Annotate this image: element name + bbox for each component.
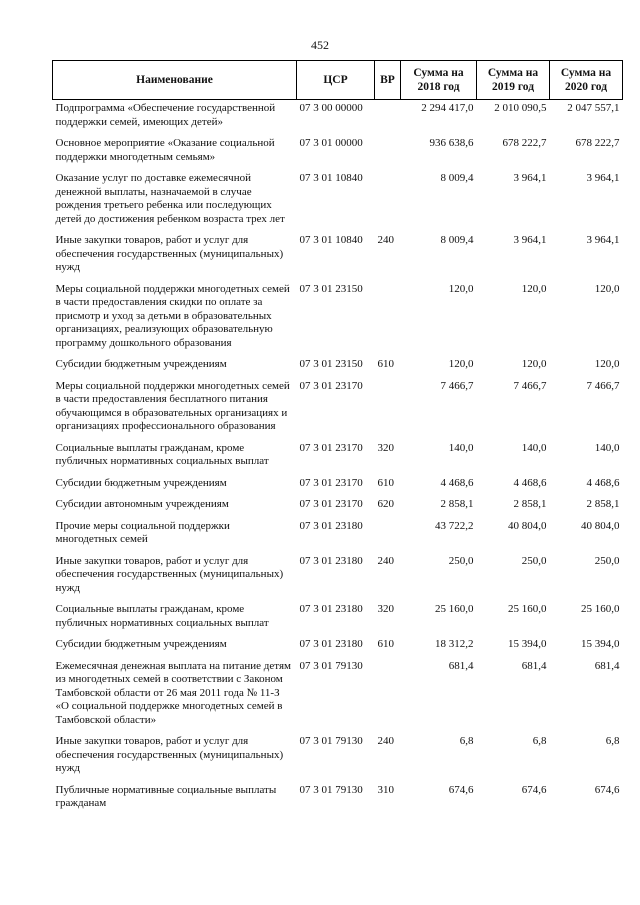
row-vr-cell: 320 <box>377 441 394 454</box>
row-vr-cell <box>375 658 401 734</box>
row-name-cell: Иные закупки товаров, работ и услуг для обеспечения государственных (муниципальных) нужд <box>55 735 284 774</box>
row-vr-cell: 310 <box>377 783 394 796</box>
table-row <box>53 658 623 734</box>
row-vr-cell: 240 <box>377 234 394 246</box>
row-code-cell: 07 3 01 23180 <box>299 554 363 567</box>
row-2020-cell: 15 394,0 <box>581 638 620 650</box>
row-2018-cell: 25 160,0 <box>435 603 474 615</box>
row-2019-cell: 2 010 090,5 <box>494 102 547 114</box>
row-2018-cell: 936 638,6 <box>429 137 474 149</box>
row-vr-cell: 320 <box>377 603 394 615</box>
row-2018-cell: 681,4 <box>448 659 474 672</box>
row-name-cell: Оказание услуг по доставке ежемесячной денежной выплаты, назначаемой в случае рождения третьего ребенка или последующих детей до достижения ребенком возраста трех лет <box>55 172 285 225</box>
row-vr-cell: 240 <box>377 554 394 567</box>
row-name-cell: Субсидии автономным учреждениям <box>55 498 229 510</box>
row-2020-cell: 681,4 <box>594 659 620 672</box>
row-2018-cell: 250,0 <box>448 554 474 567</box>
table-body <box>53 100 623 817</box>
row-2018-cell: 2 858,1 <box>440 498 474 510</box>
row-2020-cell: 3 964,1 <box>586 172 620 184</box>
row-2019-cell: 140,0 <box>521 441 547 454</box>
row-2019-cell: 674,6 <box>521 783 547 796</box>
row-name-cell: Субсидии бюджетным учреждениям <box>55 358 227 370</box>
table-row <box>53 733 623 782</box>
row-vr-cell: 610 <box>377 638 394 650</box>
row-name-cell: Меры социальной поддержки многодетных семей в части предоставления бесплатного питания обучающимся в образовательных организациях и организациях профессионального образования <box>55 379 290 432</box>
row-name-cell: Прочие меры социальной поддержки многодетных семей <box>55 519 230 545</box>
row-vr-cell <box>375 135 401 170</box>
header-2020: Сумма на 2020 год <box>550 61 623 100</box>
row-vr-cell <box>375 170 401 232</box>
row-name-cell: Ежемесячная денежная выплата на питание детям из многодетных семей в соответствии с Законом Тамбовской области от 26 мая 2011 года № 11-З «О социальной поддержке многодетных семей в Тамбовской области» <box>55 659 291 726</box>
row-name-cell: Социальные выплаты гражданам, кроме публичных нормативных социальных выплат <box>55 603 269 629</box>
row-vr-cell: 610 <box>377 358 394 370</box>
row-name-cell: Публичные нормативные социальные выплаты гражданам <box>55 783 277 809</box>
row-2019-cell: 678 222,7 <box>502 137 547 149</box>
row-2019-cell: 40 804,0 <box>508 519 547 532</box>
row-code-cell: 07 3 01 23170 <box>299 476 363 489</box>
row-name-cell: Основное мероприятие «Оказание социальной поддержки многодетным семьям» <box>55 137 275 163</box>
row-2018-cell: 120,0 <box>448 282 474 295</box>
row-2019-cell: 3 964,1 <box>513 172 547 184</box>
row-2019-cell: 681,4 <box>521 659 547 672</box>
table-row <box>53 100 623 136</box>
table-row <box>53 232 623 281</box>
table-row <box>53 782 623 817</box>
row-vr-cell: 240 <box>377 735 394 747</box>
row-2020-cell: 40 804,0 <box>581 519 620 532</box>
row-2019-cell: 25 160,0 <box>508 603 547 615</box>
row-2020-cell: 7 466,7 <box>586 379 620 392</box>
table-row <box>53 601 623 636</box>
row-2020-cell: 674,6 <box>594 783 620 796</box>
row-2020-cell: 3 964,1 <box>586 234 620 246</box>
row-name-cell: Иные закупки товаров, работ и услуг для обеспечения государственных (муниципальных) нужд <box>55 234 284 273</box>
row-2020-cell: 140,0 <box>594 441 620 454</box>
header-vr: ВР <box>375 61 401 100</box>
row-2020-cell: 6,8 <box>605 735 620 747</box>
table-row <box>53 170 623 232</box>
row-name-cell: Субсидии бюджетным учреждениям <box>55 476 227 489</box>
row-code-cell: 07 3 01 23170 <box>299 441 363 454</box>
row-code-cell: 07 3 01 79130 <box>299 783 363 796</box>
row-2019-cell: 250,0 <box>521 554 547 567</box>
row-2018-cell: 18 312,2 <box>435 638 474 650</box>
header-code: ЦСР <box>297 61 375 100</box>
row-2019-cell: 120,0 <box>521 282 547 295</box>
table-row <box>53 281 623 357</box>
row-2019-cell: 3 964,1 <box>513 234 547 246</box>
row-2019-cell: 15 394,0 <box>508 638 547 650</box>
row-2020-cell: 2 858,1 <box>586 498 620 510</box>
row-code-cell: 07 3 01 23180 <box>299 603 363 615</box>
row-2020-cell: 25 160,0 <box>581 603 620 615</box>
table-row <box>53 135 623 170</box>
row-2019-cell: 120,0 <box>521 358 547 370</box>
row-2018-cell: 120,0 <box>448 358 474 370</box>
row-2020-cell: 250,0 <box>594 554 620 567</box>
row-code-cell: 07 3 01 10840 <box>299 234 363 246</box>
row-2018-cell: 674,6 <box>448 783 474 796</box>
row-2019-cell: 7 466,7 <box>513 379 547 392</box>
row-2018-cell: 43 722,2 <box>435 519 474 532</box>
row-2019-cell: 6,8 <box>532 735 547 747</box>
row-2020-cell: 4 468,6 <box>586 476 620 489</box>
table-row <box>53 378 623 440</box>
row-code-cell: 07 3 01 79130 <box>299 735 363 747</box>
row-vr-cell <box>375 378 401 440</box>
row-code-cell: 07 3 01 10840 <box>299 172 363 184</box>
row-code-cell: 07 3 01 23180 <box>299 638 363 650</box>
page-number: 452 <box>311 38 329 52</box>
row-code-cell: 07 3 01 23180 <box>299 519 363 532</box>
table-row <box>53 440 623 475</box>
row-2020-cell: 2 047 557,1 <box>567 102 620 114</box>
row-2019-cell: 2 858,1 <box>513 498 547 510</box>
row-code-cell: 07 3 01 23150 <box>299 282 363 295</box>
table-row <box>53 518 623 553</box>
row-vr-cell <box>375 100 401 136</box>
row-code-cell: 07 3 01 23150 <box>299 358 363 370</box>
row-code-cell: 07 3 01 23170 <box>299 498 363 510</box>
row-2020-cell: 678 222,7 <box>575 137 620 149</box>
row-name-cell: Подпрограмма «Обеспечение государственной поддержки семей, имеющих детей» <box>55 102 276 128</box>
header-2018: Сумма на 2018 год <box>401 61 477 100</box>
row-2018-cell: 8 009,4 <box>440 172 474 184</box>
row-name-cell: Меры социальной поддержки многодетных семей в части предоставления скидки по оплате за присмотр и уход за детьми в образовательных организациях, реализующих образовательную программу дошкольного образования <box>55 282 290 349</box>
row-vr-cell: 620 <box>377 498 394 510</box>
row-2019-cell: 4 468,6 <box>513 476 547 489</box>
row-code-cell: 07 3 01 79130 <box>299 659 363 672</box>
table-row <box>53 475 623 497</box>
row-name-cell: Субсидии бюджетным учреждениям <box>55 638 227 650</box>
table-header <box>53 61 623 100</box>
header-name: Наименование <box>53 61 297 100</box>
row-name-cell: Социальные выплаты гражданам, кроме публичных нормативных социальных выплат <box>55 441 269 467</box>
header-2019: Сумма на 2019 год <box>477 61 550 100</box>
row-2020-cell: 120,0 <box>594 282 620 295</box>
row-2018-cell: 7 466,7 <box>440 379 474 392</box>
header-row <box>53 61 623 100</box>
row-name-cell: Иные закупки товаров, работ и услуг для обеспечения государственных (муниципальных) нужд <box>55 554 284 594</box>
table-row <box>53 356 623 378</box>
row-2018-cell: 2 294 417,0 <box>421 102 474 114</box>
row-2018-cell: 4 468,6 <box>440 476 474 489</box>
table-row <box>53 496 623 518</box>
row-2020-cell: 120,0 <box>594 358 620 370</box>
row-code-cell: 07 3 00 00000 <box>299 102 363 114</box>
budget-table <box>52 60 623 817</box>
row-vr-cell <box>375 518 401 553</box>
row-2018-cell: 6,8 <box>459 735 474 747</box>
row-code-cell: 07 3 01 00000 <box>299 137 363 149</box>
row-vr-cell: 610 <box>377 476 394 489</box>
row-code-cell: 07 3 01 23170 <box>299 379 363 392</box>
row-vr-cell <box>375 281 401 357</box>
table-row <box>53 636 623 658</box>
row-2018-cell: 8 009,4 <box>440 234 474 246</box>
table-row <box>53 553 623 602</box>
row-2018-cell: 140,0 <box>448 441 474 454</box>
